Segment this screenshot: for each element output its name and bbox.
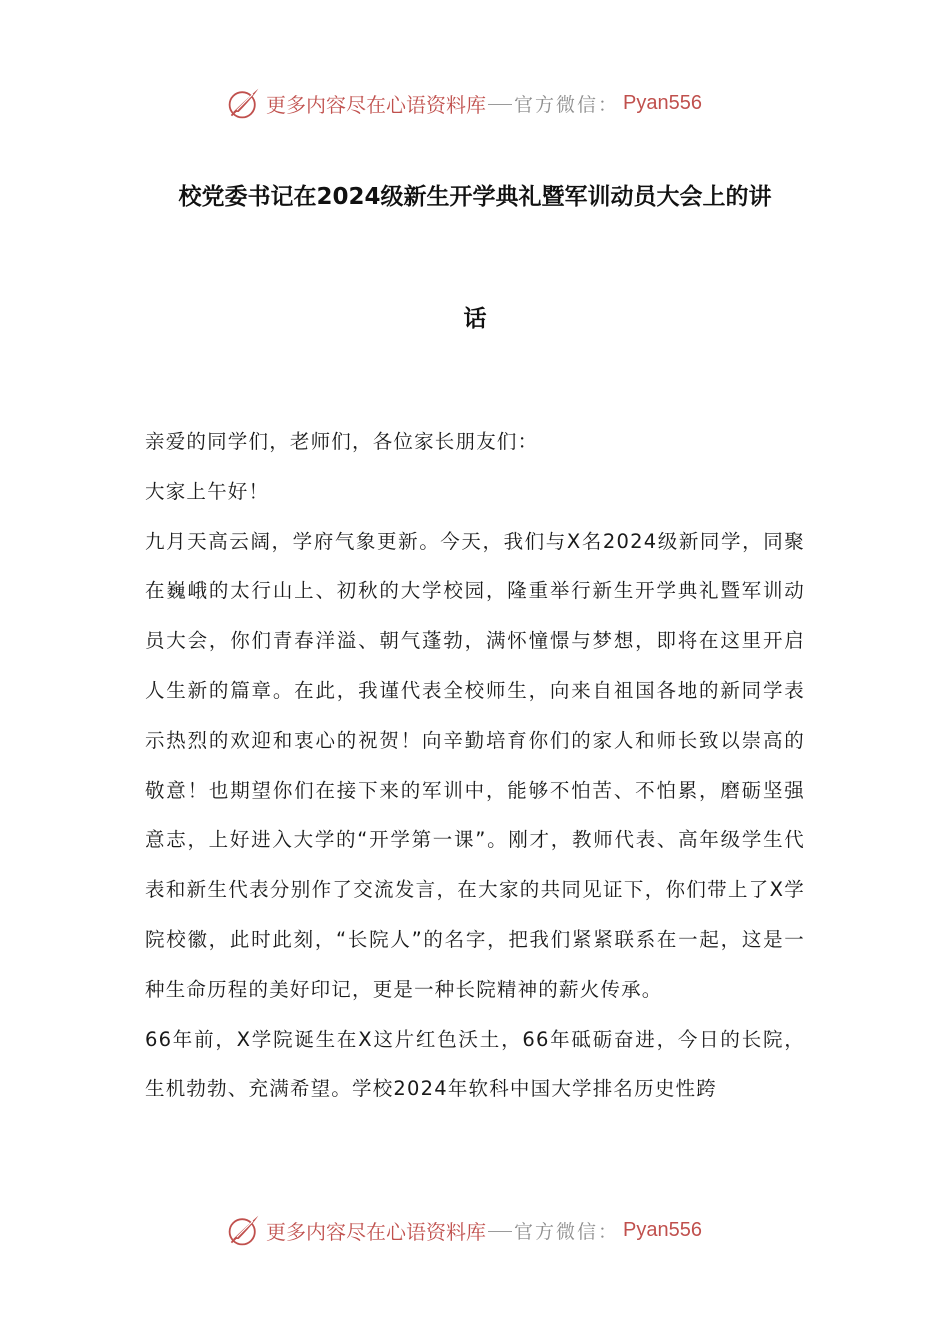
watermark-dash <box>488 1231 512 1232</box>
watermark-wechat-id: Pyan556 <box>623 91 702 114</box>
paragraph-greeting: 大家上午好！ <box>145 479 270 503</box>
quill-pen-logo-icon <box>226 1212 262 1248</box>
paragraph-welcome: 九月天高云阔，学府气象更新。今天，我们与X名2024级新同学，同聚在巍峨的太行山上、初秋的大学校园，隆重举行新生开学典礼暨军训动员大会，你们青春洋溢、朝气蓬勃，满怀憧憬与梦想，即将在这里开启人生新的篇章。在此，我谨代表全校师生，向来自祖国各地的新同学表示热烈的欢迎和衷心的祝贺！向辛勤培育你们的家人和师长致以崇高的敬意！也期望你们在接下来的军训中，能够不怕苦、不怕累，磨砺坚强意志，上好进入大学的“开学第一课”。刚才，教师代表、高年级学生代表和新生代表分别作了交流发言，在大家的共同见证下，你们带上了X学院校徽，此时此刻，“长院人”的名字，把我们紧紧联系在一起，这是一种生命历程的美好印记，更是一种长院精神的薪火传承。 <box>145 529 805 1001</box>
paragraph-history: 66年前，X学院诞生在X这片红色沃土，66年砥砺奋进，今日的长院，生机勃勃、充满希望。学校2024年软科中国大学排名历史性跨 <box>145 1027 805 1101</box>
watermark-brand-text: 更多内容尽在心语资料库 <box>266 92 486 117</box>
document-body <box>145 417 805 1114</box>
document-title-line-1: 校党委书记在2024级新生开学典礼暨军训动员大会上的讲 <box>178 184 772 210</box>
watermark-footer <box>226 1210 746 1250</box>
document-title-line-2: 话 <box>463 306 487 332</box>
watermark-official-label: 官方微信： <box>514 1220 620 1243</box>
watermark-dash <box>488 104 512 105</box>
paragraph-salutation: 亲爱的同学们，老师们，各位家长朋友们： <box>145 430 539 453</box>
quill-pen-logo-icon <box>226 85 262 121</box>
watermark-wechat-id: Pyan556 <box>623 1218 702 1241</box>
watermark-brand-text: 更多内容尽在心语资料库 <box>266 1219 486 1244</box>
watermark-official-label: 官方微信： <box>514 93 620 116</box>
watermark-header <box>226 83 746 123</box>
